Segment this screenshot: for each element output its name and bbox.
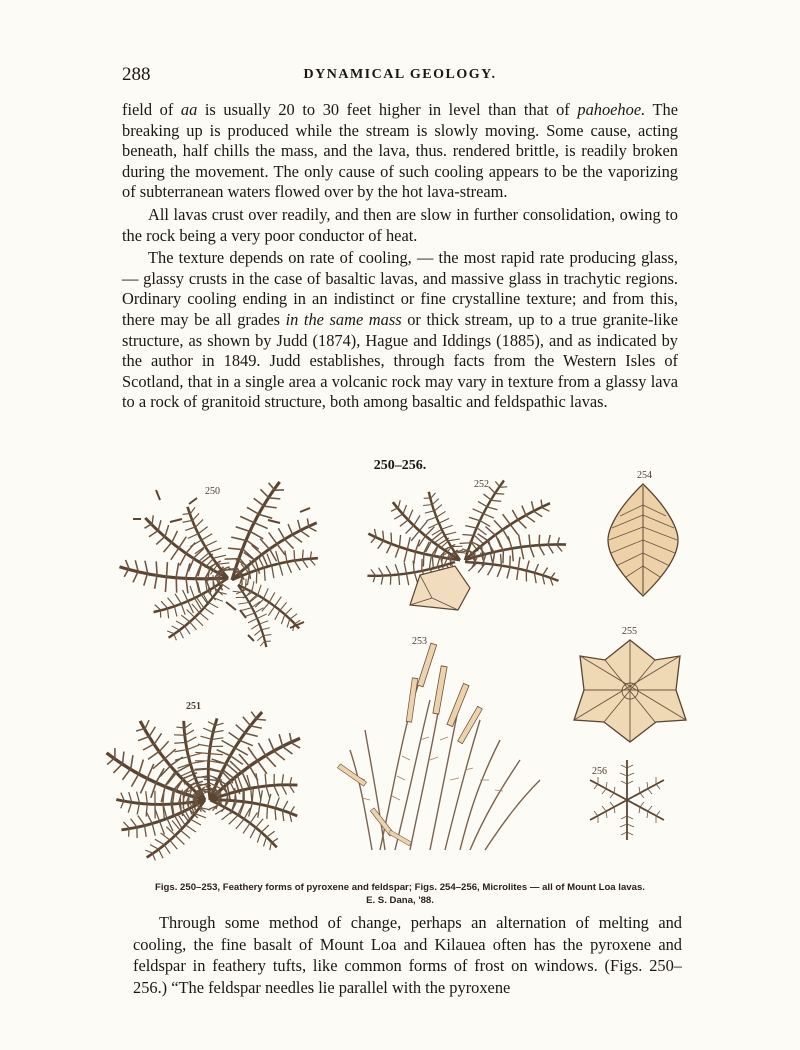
term-aa: aa [180, 100, 198, 119]
phrase-same-mass: in the same mass [285, 309, 402, 329]
figure-label-251: 251 [186, 701, 201, 712]
figure-252-feldspar-tufts [363, 474, 567, 610]
figure-label-254: 254 [637, 470, 652, 481]
paragraph-lava-crust: All lavas crust over readily, and then are slow in further consolidation, owing to the rock being a very poor conductor of heat. [122, 204, 678, 245]
paragraph-feathery-tufts: Through some method of change, perhaps an alternation of melting and cooling, the fine basalt of Mount Loa and Kilauea often has the pyroxene and feldspar in feathery tufts, like common forms of frost on windows. (Figs. 250–256.) “The feldspar needles lie parallel with the pyroxene [133, 913, 682, 997]
figure-253-feldspar-needles [338, 636, 540, 850]
figure-label-253: 253 [412, 636, 427, 647]
figure-254-microlite-leaf [608, 470, 678, 596]
caption-line-2: E. S. Dana, '88. [366, 895, 434, 906]
term-pahoehoe: pahoehoe. [577, 100, 646, 119]
figure-range-label: 250–256. [373, 458, 427, 473]
running-head: DYNAMICAL GEOLOGY. [303, 67, 497, 82]
figure-label-256: 256 [592, 766, 607, 777]
figure-251-feathery-pyroxene [97, 701, 309, 868]
page-number: 288 [122, 64, 151, 85]
figure-caption [110, 881, 690, 907]
figure-256-microlite-snowflake [590, 760, 664, 840]
paragraph-aa-pahoehoe: field of aa is usually 20 to 30 feet higher in level than that of pahoehoe. The breaking up is produced while the stream is slowly moving. Some cause, acting beneath, half chills the mass, and the lava, thus. rendered brittle, is readily broken during the movement. The only cause of such cooling appears to be the vaporizing of subterranean waters flowed over by the hot lava-stream. [122, 100, 678, 202]
paragraph-texture: The texture depends on rate of cooling, — the most rapid rate producing glass, — glassy crusts in the case of basaltic lavas, and massive glass in trachytic regions. Ordinary cooling ending in an indistinct or fine crystalline texture; and from this, there may be all grades in the same mass or thick stream, up to a true granite-like structure, as shown by Judd (1874), Hague and Iddings (1885), and as indicated by the author in 1849. Judd establishes, through facts from the Western Isles of Scotland, that in a single area a volcanic rock may vary in texture from a glassy lava to a rock of granitoid structure, both among basaltic and feldspathic lavas. [122, 248, 678, 412]
figure-label-255: 255 [622, 626, 637, 637]
figure-250-feathery-pyroxene [117, 473, 326, 651]
figure-label-252: 252 [474, 479, 489, 490]
continued-text [133, 912, 682, 998]
caption-line-1: Figs. 250–253, Feathery forms of pyroxene and feldspar; Figs. 254–256, Microlites — all of Mount Loa lavas. [155, 882, 645, 893]
figure-255-microlite-star [574, 626, 686, 742]
figure-label-250: 250 [205, 486, 220, 497]
